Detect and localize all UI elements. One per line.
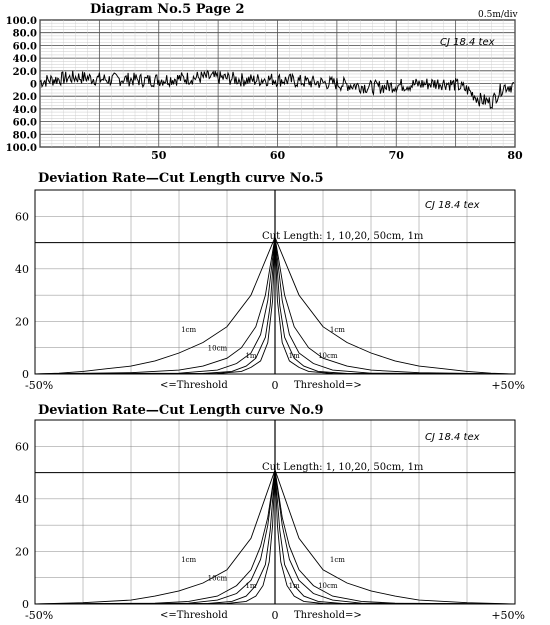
x-tick-label: 0	[271, 609, 279, 622]
curve-label: 1cm	[181, 555, 197, 564]
y-tick-label: 20	[15, 315, 29, 329]
curve-label: 1cm	[181, 325, 197, 334]
diagram-scale-label: 0.5m/div	[478, 10, 518, 20]
y-tick-label: 100.0	[5, 16, 37, 27]
x-tick-label: -50%	[25, 379, 54, 392]
deviation-chart-5	[15, 171, 525, 392]
y-tick-label: 60.0	[12, 117, 37, 129]
x-tick-label: 0	[271, 379, 279, 392]
x-tick-label: 60	[269, 149, 286, 162]
y-tick-label: 40	[15, 262, 29, 276]
curve-label: 1cm	[329, 325, 345, 334]
y-tick-label: 0	[30, 79, 37, 91]
diagram-y-ticks	[6, 16, 37, 154]
curve-label: 1m	[288, 352, 300, 361]
chart5-title: Deviation Rate—Cut Length curve No.5	[38, 171, 324, 186]
chart5-annotation: CJ 18.4 tex	[425, 200, 480, 211]
diagram-title: Diagram No.5 Page 2	[90, 2, 245, 17]
y-tick-label: 80.0	[12, 130, 37, 142]
x-tick-label: 80	[507, 149, 523, 162]
x-tick-label: 70	[388, 149, 404, 162]
y-tick-label: 40.0	[12, 54, 37, 66]
y-tick-label: 0	[22, 368, 29, 381]
curve-label: 1m	[288, 582, 300, 591]
y-tick-label: 80.0	[12, 28, 37, 40]
y-tick-label: 40	[15, 492, 29, 506]
chart5-left-threshold: <=Threshold	[160, 380, 228, 391]
deviation-chart-9	[15, 403, 525, 622]
curve-label: 1m	[245, 352, 257, 361]
curve-label: 10cm	[207, 574, 228, 583]
curve-label: 1cm	[329, 555, 345, 564]
y-tick-label: 40.0	[12, 104, 37, 116]
y-tick-label: 60	[15, 440, 29, 454]
y-tick-label: 20.0	[12, 66, 37, 78]
y-tick-label: 60.0	[12, 41, 37, 53]
chart5-legend-text: Cut Length: 1, 10,20, 50cm, 1m	[262, 231, 424, 242]
curve-label: 1m	[245, 582, 257, 591]
curve-label: 10cm	[207, 344, 228, 353]
x-tick-label: 50	[151, 149, 167, 162]
chart5-right-threshold: Threshold=>	[294, 380, 362, 391]
y-tick-label: 0	[22, 598, 29, 611]
chart9-title: Deviation Rate—Cut Length curve No.9	[38, 403, 324, 418]
y-tick-label: 20	[15, 545, 29, 559]
diagram-x-ticks	[151, 149, 523, 162]
x-tick-label: -50%	[25, 609, 54, 622]
chart9-left-threshold: <=Threshold	[160, 610, 228, 621]
chart9-legend-text: Cut Length: 1, 10,20, 50cm, 1m	[262, 462, 424, 473]
chart9-annotation: CJ 18.4 tex	[425, 432, 480, 443]
x-tick-label: +50%	[491, 379, 525, 392]
y-tick-label: 100.0	[5, 143, 37, 154]
y-tick-label: 20.0	[12, 92, 37, 104]
curve-label: 10cm	[318, 352, 338, 361]
x-tick-label: +50%	[491, 609, 525, 622]
evenness-diagram	[6, 2, 523, 162]
diagram-annotation: CJ 18.4 tex	[440, 37, 495, 48]
y-tick-label: 60	[15, 210, 29, 224]
chart9-right-threshold: Threshold=>	[294, 610, 362, 621]
curve-label: 10cm	[318, 582, 338, 591]
